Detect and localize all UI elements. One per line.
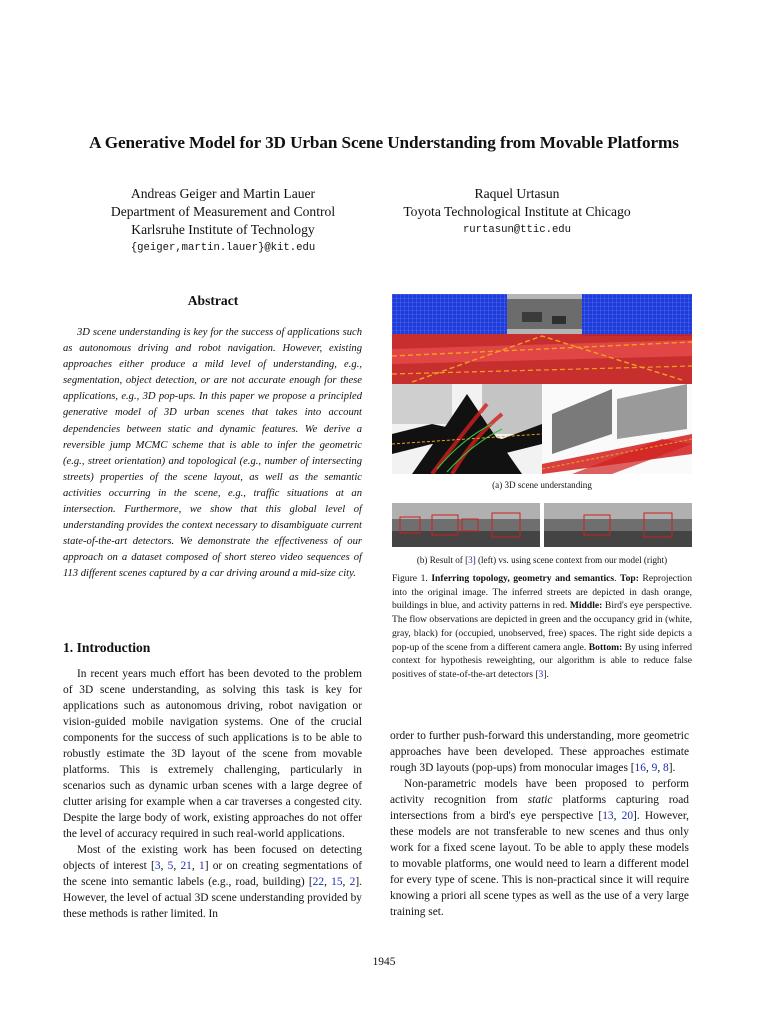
- authors-right: [388, 185, 646, 239]
- citation-link[interactable]: 5: [167, 860, 174, 872]
- citation-link[interactable]: 3: [154, 860, 161, 872]
- author-name-right: Raquel Urtasun: [474, 186, 560, 201]
- figure-detector-context: [544, 503, 692, 547]
- section-heading-introduction: 1. Introduction: [63, 640, 151, 655]
- citation-link[interactable]: 21: [180, 860, 192, 872]
- text-run: Reprojection into the original image. The inferred streets are depicted in dash orange, buildings in blue, and activity patterns in red.: [392, 573, 692, 612]
- intro-paragraph-3: [390, 728, 689, 776]
- street-reprojection-image: [392, 294, 692, 384]
- caption-bold: Inferring topology, geometry and semantics: [431, 573, 615, 584]
- text-run: ,: [645, 762, 652, 774]
- paper-title: A Generative Model for 3D Urban Scene Understanding from Movable Platforms: [89, 133, 679, 152]
- text-run: By using inferred context for hypothesis reweighting, our algorithm is able to reduce false positives of state-of-the-art detectors [: [392, 641, 693, 680]
- figure-top-reprojection: [392, 294, 692, 384]
- intro-paragraph-2: [63, 842, 362, 922]
- text-run: ,: [160, 860, 168, 872]
- citation-link[interactable]: 8: [663, 762, 669, 774]
- figure-caption: [392, 572, 692, 682]
- birds-eye-occupancy-image: [392, 384, 542, 474]
- citation-link[interactable]: 13: [602, 810, 614, 822]
- text-run: ].: [543, 668, 549, 680]
- author-names: Andreas Geiger and Martin Lauer: [130, 186, 316, 201]
- text-run: Most of the existing work has been focused on detecting objects of interest [: [63, 844, 362, 872]
- citation-link[interactable]: 16: [634, 762, 646, 774]
- text-run: order to further push-forward this understanding, more geometric approaches have been developed. These approaches estimate rough 3D layouts (pop-ups) from monocular images [: [390, 730, 689, 774]
- intro-paragraph-4: [390, 776, 689, 920]
- citation-link[interactable]: 20: [621, 810, 634, 822]
- text-run: .: [614, 573, 621, 584]
- citation-link[interactable]: 3: [538, 668, 544, 680]
- text-run: ,: [657, 762, 664, 774]
- abstract-text: 3D scene understanding is key for the success of applications such as autonomous driving and robot navigation. However, existing approaches either produce a mild level of understanding, e.g., segmentation, object detection, or are not accurate enough for these applications, e.g., 3D pop-ups. In this paper we propose a principled generative model of 3D urban scenes that takes into account dependencies between static and dynamic features. We derive a reversible jump MCMC scheme that is able to infer the geometric (e.g., street orientation) and topological (e.g., number of intersecting streets) properties of the scene layout, as well as the semantic activities occurring in the scene, e.g., traffic situations at an intersection. Furthermore, we show that this global level of understanding provides the context necessary to disambiguate current state-of-the-art detectors. We demonstrate the effectiveness of our approach on a dataset composed of short stereo video sequences of 113 different scenes captured by a car driving around a mid-size city.: [63, 327, 362, 580]
- scene-popup-image: [542, 384, 692, 474]
- intro-right-column: [390, 728, 689, 920]
- caption-bold: Middle:: [569, 600, 603, 612]
- baseline-detection-image: [392, 503, 540, 547]
- citation-link[interactable]: 3: [468, 555, 473, 565]
- text-run: ] or on creating segmentations of the scene into semantic labels (e.g., road, building) [: [63, 860, 362, 888]
- author-institution-right: Toyota Technological Institute at Chicago: [403, 204, 631, 219]
- citation-link[interactable]: 9: [651, 762, 658, 774]
- figure-subcaption-b: [392, 555, 692, 565]
- text-run: Non-parametric models have been proposed to perform activity recognition from: [390, 778, 689, 806]
- text-run: ,: [342, 876, 350, 888]
- abstract-heading: Abstract: [187, 293, 239, 308]
- citation-link[interactable]: 22: [312, 876, 325, 888]
- text-run: ,: [173, 860, 181, 872]
- author-email: {geiger,martin.lauer}@kit.edu: [130, 242, 316, 254]
- figure-birds-eye: [392, 384, 542, 474]
- author-institution: Karlsruhe Institute of Technology: [131, 222, 315, 237]
- text-run: Bird's eye perspective. The flow observations are depicted in green and the occupancy grid in (white, gray, black) for (occupied, unobserved, free) spaces. The right side depicts a pop-up of the scene from a different camera angle.: [392, 600, 692, 653]
- text-run: ,: [191, 860, 199, 872]
- text-run: ] (left) vs. using scene context from our model (right): [472, 555, 668, 565]
- page-number: 1945: [372, 956, 396, 968]
- authors-left: [83, 185, 363, 257]
- text-run: ]. However, the level of actual 3D scene understanding provided by these methods is rather limited. In: [63, 876, 362, 920]
- figure-subcaption-a: (a) 3D scene understanding: [492, 480, 592, 490]
- caption-bold: Bottom:: [588, 641, 623, 653]
- citation-link[interactable]: 1: [198, 860, 205, 872]
- text-run: ,: [613, 810, 622, 822]
- author-department: Department of Measurement and Control: [110, 204, 336, 219]
- citation-link[interactable]: 2: [349, 876, 356, 888]
- text-run: platforms capturing road intersections from a bird's eye perspective [: [390, 794, 689, 822]
- text-run: (b) Result of [: [416, 555, 469, 565]
- text-run: ].: [668, 762, 676, 774]
- caption-bold: Top:: [620, 573, 639, 584]
- abstract-body: [63, 325, 362, 583]
- text-run: ,: [324, 876, 332, 888]
- figure-detector-baseline: [392, 503, 540, 547]
- intro-left-column: [63, 666, 362, 922]
- intro-paragraph-1: [63, 666, 362, 842]
- citation-link[interactable]: 15: [331, 876, 343, 888]
- text-run: ]. However, these models are not transferable to new scenes and thus only work for a fixed scene layout. To be able to apply these models to movable platforms, one would need to learn a different model for every type of scene. This is non-practical since it will require knowing a priori all scene types as well as the use of a very large training set.: [390, 810, 689, 918]
- figure-popup-view: [542, 384, 692, 474]
- context-detection-image: [544, 503, 692, 547]
- text-emphasis: static: [527, 794, 553, 806]
- text-run: In recent years much effort has been devoted to the problem of 3D scene understanding, as solving this task is key for applications such as autonomous driving, robot navigation or vision-guided mobile navigation systems. One of the crucial components for the success of such applications is to be able to robustly estimate the 3D layout of the scene from movable platforms. This is extremely challenging, particularly in scenarios such as dynamic urban scenes with a large degree of clutter arising for example when a car traverses a congested city. Despite the large body of work, existing approaches do not offer the level of accuracy required in such real-world applications.: [63, 668, 362, 840]
- figure-label: Figure 1.: [392, 573, 428, 584]
- author-email-right: rurtasun@ttic.edu: [462, 224, 572, 236]
